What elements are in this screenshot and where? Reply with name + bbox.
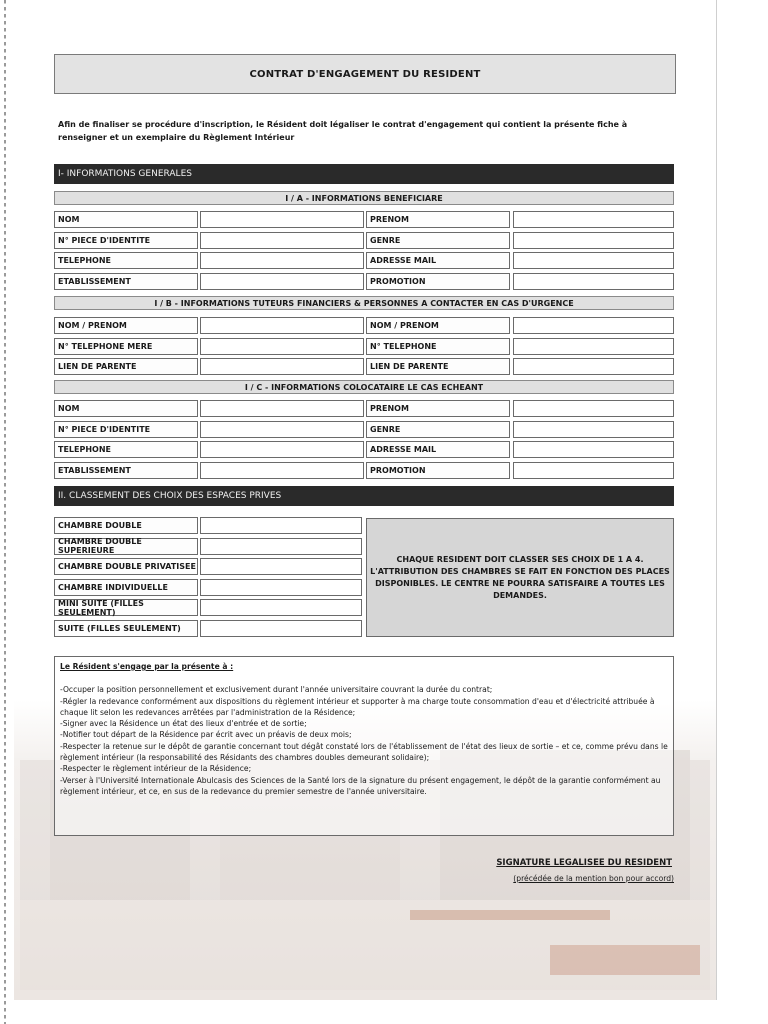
field-label: LIEN DE PARENTE bbox=[54, 358, 198, 375]
field-label: NOM bbox=[54, 400, 198, 417]
field-input-right[interactable] bbox=[513, 338, 674, 355]
field-input-right[interactable] bbox=[513, 358, 674, 375]
field-label: ETABLISSEMENT bbox=[54, 273, 198, 290]
field-input-right[interactable] bbox=[513, 211, 674, 228]
engagement-item: -Respecter la retenue sur le dépôt de garantie concernant tout dégât constaté lors de l'établissement de l'état des lieux de sortie – et ce, comme prévu dans le règlement intérieur (la responsabilité des Résidants des chambres doubles demeurant solidaire); bbox=[60, 741, 668, 763]
section-2-header: II. CLASSEMENT DES CHOIX DES ESPACES PRIVES bbox=[54, 486, 674, 506]
field-input-right[interactable] bbox=[513, 462, 674, 479]
room-label: CHAMBRE DOUBLE bbox=[54, 517, 198, 534]
field-input-left[interactable] bbox=[200, 358, 364, 375]
field-input-right[interactable] bbox=[513, 232, 674, 249]
field-input-left[interactable] bbox=[200, 273, 364, 290]
field-label: PROMOTION bbox=[366, 462, 510, 479]
field-label: NOM / PRENOM bbox=[366, 317, 510, 334]
field-input-left[interactable] bbox=[200, 462, 364, 479]
document-title: CONTRAT D'ENGAGEMENT DU RESIDENT bbox=[54, 54, 676, 94]
room-label: SUITE (FILLES SEULEMENT) bbox=[54, 620, 198, 637]
engagement-title: Le Résident s'engage par la présente à : bbox=[60, 662, 234, 671]
notice-line: DISPONIBLES. LE CENTRE NE POURRA SATISFAIRE A TOUTES LES DEMANDES. bbox=[375, 578, 665, 600]
field-label: ADRESSE MAIL bbox=[366, 252, 510, 269]
notice-line: L'ATTRIBUTION DES CHAMBRES SE FAIT EN FONCTION DES PLACES bbox=[370, 566, 670, 576]
field-input-left[interactable] bbox=[200, 441, 364, 458]
field-label: TELEPHONE bbox=[54, 252, 198, 269]
engagement-item: -Verser à l'Université Internationale Abulcasis des Sciences de la Santé lors de la signature du présent engagement, le dépôt de la garantie conformément au règlement intérieur, et ce, en sus de la redevance du premier semestre de l'année universitaire. bbox=[60, 775, 661, 796]
field-input-right[interactable] bbox=[513, 317, 674, 334]
field-input-left[interactable] bbox=[200, 211, 364, 228]
field-input-left[interactable] bbox=[200, 400, 364, 417]
intro-paragraph: Afin de finaliser se procédure d'inscription, le Résident doit légaliser le contrat d'engagement qui contient la présente fiche à renseigner et un exemplaire du Règlement Intérieur bbox=[58, 120, 628, 142]
field-input-left[interactable] bbox=[200, 338, 364, 355]
field-input-left[interactable] bbox=[200, 317, 364, 334]
field-label: ADRESSE MAIL bbox=[366, 441, 510, 458]
engagement-box bbox=[54, 656, 674, 836]
field-label: N° TELEPHONE bbox=[366, 338, 510, 355]
room-rank-input[interactable] bbox=[200, 599, 362, 616]
engagement-item: -Régler la redevance conformément aux dispositions du règlement intérieur et supporter à ma charge toute consommation d'eau et d'électricité attribuée à chaque lit selon les redevances arrêtées par l'administration de la Résidence; bbox=[60, 696, 655, 717]
perforation-edge bbox=[4, 0, 6, 1024]
subsection-b-title: I / B - INFORMATIONS TUTEURS FINANCIERS & PERSONNES A CONTACTER EN CAS D'URGENCE bbox=[54, 296, 674, 310]
signature-title: SIGNATURE LEGALISEE DU RESIDENT bbox=[496, 858, 672, 868]
room-rank-input[interactable] bbox=[200, 558, 362, 575]
field-label: GENRE bbox=[366, 421, 510, 438]
field-input-left[interactable] bbox=[200, 232, 364, 249]
field-input-right[interactable] bbox=[513, 252, 674, 269]
field-label: LIEN DE PARENTE bbox=[366, 358, 510, 375]
field-input-right[interactable] bbox=[513, 273, 674, 290]
field-label: NOM / PRENOM bbox=[54, 317, 198, 334]
subsection-c-title: I / C - INFORMATIONS COLOCATAIRE LE CAS ECHEANT bbox=[54, 380, 674, 394]
field-input-left[interactable] bbox=[200, 421, 364, 438]
field-label: N° PIECE D'IDENTITE bbox=[54, 421, 198, 438]
engagement-item: -Notifier tout départ de la Résidence par écrit avec un préavis de deux mois; bbox=[60, 730, 352, 740]
field-input-right[interactable] bbox=[513, 441, 674, 458]
field-input-right[interactable] bbox=[513, 400, 674, 417]
room-label: MINI SUITE (FILLES SEULEMENT) bbox=[54, 599, 198, 616]
field-label: NOM bbox=[54, 211, 198, 228]
room-rank-input[interactable] bbox=[200, 517, 362, 534]
signature-subtitle: (précédée de la mention bon pour accord) bbox=[513, 874, 674, 883]
field-label: PROMOTION bbox=[366, 273, 510, 290]
field-label: ETABLISSEMENT bbox=[54, 462, 198, 479]
section-1-header: I- INFORMATIONS GENERALES bbox=[54, 164, 674, 184]
engagement-item: -Occuper la position personnellement et exclusivement durant l'année universitaire couvrant la durée du contrat; bbox=[60, 685, 493, 695]
field-label: N° PIECE D'IDENTITE bbox=[54, 232, 198, 249]
field-label: N° TELEPHONE MERE bbox=[54, 338, 198, 355]
room-rank-input[interactable] bbox=[200, 620, 362, 637]
field-label: PRENOM bbox=[366, 211, 510, 228]
field-label: TELEPHONE bbox=[54, 441, 198, 458]
room-label: CHAMBRE DOUBLE SUPERIEURE bbox=[54, 538, 198, 555]
room-choice-notice bbox=[366, 518, 674, 637]
engagement-item: -Signer avec la Résidence un état des lieux d'entrée et de sortie; bbox=[60, 719, 307, 729]
room-rank-input[interactable] bbox=[200, 538, 362, 555]
field-label: PRENOM bbox=[366, 400, 510, 417]
room-label: CHAMBRE DOUBLE PRIVATISEE bbox=[54, 558, 198, 575]
field-label: GENRE bbox=[366, 232, 510, 249]
engagement-item: -Respecter le règlement intérieur de la Résidence; bbox=[60, 764, 252, 774]
field-input-left[interactable] bbox=[200, 252, 364, 269]
room-label: CHAMBRE INDIVIDUELLE bbox=[54, 579, 198, 596]
notice-line: CHAQUE RESIDENT DOIT CLASSER SES CHOIX DE 1 A 4. bbox=[396, 554, 644, 564]
field-input-right[interactable] bbox=[513, 421, 674, 438]
subsection-a-title: I / A - INFORMATIONS BENEFICIARE bbox=[54, 191, 674, 205]
room-rank-input[interactable] bbox=[200, 579, 362, 596]
